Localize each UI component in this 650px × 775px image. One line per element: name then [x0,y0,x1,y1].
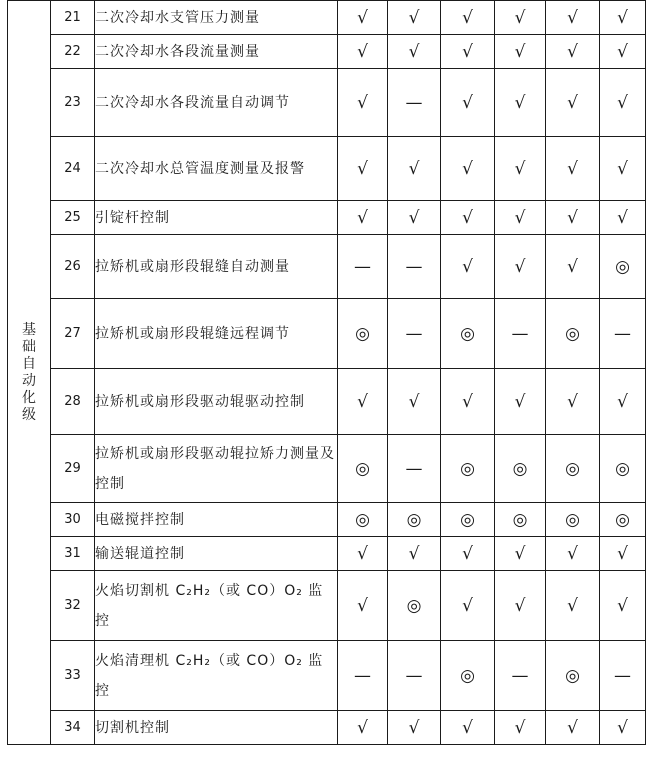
double-circle-mark: ◎ [546,435,600,503]
item-description: 输送辊道控制 [95,537,338,571]
check-mark: √ [495,235,546,299]
double-circle-mark: ◎ [338,299,388,369]
check-mark: √ [600,137,646,201]
check-mark: √ [495,137,546,201]
table-row [8,711,646,745]
item-description: 二次冷却水总管温度测量及报警 [95,137,338,201]
check-mark: √ [441,35,495,69]
row-number: 22 [51,35,95,69]
check-mark: √ [495,69,546,137]
dash-mark: — [495,641,546,711]
check-mark: √ [600,571,646,641]
check-mark: √ [441,571,495,641]
row-number: 32 [51,571,95,641]
check-mark: √ [546,137,600,201]
check-mark: √ [495,369,546,435]
row-number: 30 [51,503,95,537]
check-mark: √ [495,711,546,745]
check-mark: √ [600,711,646,745]
check-mark: √ [546,571,600,641]
dash-mark: — [388,299,441,369]
double-circle-mark: ◎ [441,435,495,503]
item-description: 切割机控制 [95,711,338,745]
dash-mark: — [388,69,441,137]
double-circle-mark: ◎ [600,435,646,503]
item-description: 电磁搅拌控制 [95,503,338,537]
row-number: 24 [51,137,95,201]
check-mark: √ [600,69,646,137]
check-mark: √ [546,235,600,299]
check-mark: √ [441,69,495,137]
check-mark: √ [441,1,495,35]
check-mark: √ [600,35,646,69]
dash-mark: — [600,641,646,711]
check-mark: √ [441,711,495,745]
table-row [8,201,646,235]
table-body [8,1,646,745]
automation-level-table [7,0,646,745]
table-row [8,571,646,641]
check-mark: √ [546,69,600,137]
check-mark: √ [441,537,495,571]
row-number: 31 [51,537,95,571]
item-description: 拉矫机或扇形段驱动辊驱动控制 [95,369,338,435]
check-mark: √ [388,137,441,201]
row-number: 23 [51,69,95,137]
check-mark: √ [338,69,388,137]
row-number: 21 [51,1,95,35]
double-circle-mark: ◎ [546,299,600,369]
check-mark: √ [441,137,495,201]
check-mark: √ [546,711,600,745]
check-mark: √ [546,369,600,435]
double-circle-mark: ◎ [546,503,600,537]
double-circle-mark: ◎ [388,503,441,537]
table-row [8,369,646,435]
check-mark: √ [338,201,388,235]
row-number: 33 [51,641,95,711]
item-description: 二次冷却水各段流量测量 [95,35,338,69]
double-circle-mark: ◎ [546,641,600,711]
row-number: 25 [51,201,95,235]
group-label-cell [8,1,51,745]
check-mark: √ [441,369,495,435]
check-mark: √ [388,201,441,235]
dash-mark: — [388,435,441,503]
double-circle-mark: ◎ [600,235,646,299]
dash-mark: — [388,235,441,299]
item-description: 二次冷却水支管压力测量 [95,1,338,35]
table-row [8,137,646,201]
check-mark: √ [441,201,495,235]
check-mark: √ [338,711,388,745]
check-mark: √ [388,1,441,35]
double-circle-mark: ◎ [388,571,441,641]
dash-mark: — [600,299,646,369]
check-mark: √ [338,137,388,201]
check-mark: √ [338,1,388,35]
double-circle-mark: ◎ [600,503,646,537]
table-row [8,235,646,299]
double-circle-mark: ◎ [338,503,388,537]
item-description: 拉矫机或扇形段驱动辊拉矫力测量及控制 [95,435,338,503]
check-mark: √ [388,537,441,571]
check-mark: √ [546,537,600,571]
item-description: 火焰切割机 C₂H₂（或 CO）O₂ 监控 [95,571,338,641]
row-number: 27 [51,299,95,369]
table-row [8,69,646,137]
item-description: 拉矫机或扇形段辊缝自动测量 [95,235,338,299]
row-number: 29 [51,435,95,503]
item-description: 引锭杆控制 [95,201,338,235]
check-mark: √ [495,35,546,69]
check-mark: √ [338,35,388,69]
row-number: 28 [51,369,95,435]
check-mark: √ [600,201,646,235]
table-row [8,1,646,35]
check-mark: √ [600,369,646,435]
dash-mark: — [495,299,546,369]
table-row [8,299,646,369]
check-mark: √ [388,711,441,745]
check-mark: √ [546,35,600,69]
double-circle-mark: ◎ [495,503,546,537]
check-mark: √ [495,571,546,641]
check-mark: √ [495,201,546,235]
check-mark: √ [388,369,441,435]
double-circle-mark: ◎ [441,299,495,369]
item-description: 拉矫机或扇形段辊缝远程调节 [95,299,338,369]
dash-mark: — [338,235,388,299]
check-mark: √ [600,1,646,35]
double-circle-mark: ◎ [441,503,495,537]
check-mark: √ [600,537,646,571]
table-row [8,435,646,503]
check-mark: √ [546,201,600,235]
table-row [8,641,646,711]
check-mark: √ [338,369,388,435]
check-mark: √ [495,1,546,35]
table-row [8,537,646,571]
check-mark: √ [338,571,388,641]
group-label: 基础自动化级 [22,321,36,423]
row-number: 26 [51,235,95,299]
table-row [8,503,646,537]
dash-mark: — [338,641,388,711]
table-row [8,35,646,69]
check-mark: √ [388,35,441,69]
double-circle-mark: ◎ [495,435,546,503]
check-mark: √ [546,1,600,35]
item-description: 二次冷却水各段流量自动调节 [95,69,338,137]
row-number: 34 [51,711,95,745]
item-description: 火焰清理机 C₂H₂（或 CO）O₂ 监控 [95,641,338,711]
double-circle-mark: ◎ [338,435,388,503]
double-circle-mark: ◎ [441,641,495,711]
check-mark: √ [495,537,546,571]
check-mark: √ [441,235,495,299]
check-mark: √ [338,537,388,571]
dash-mark: — [388,641,441,711]
